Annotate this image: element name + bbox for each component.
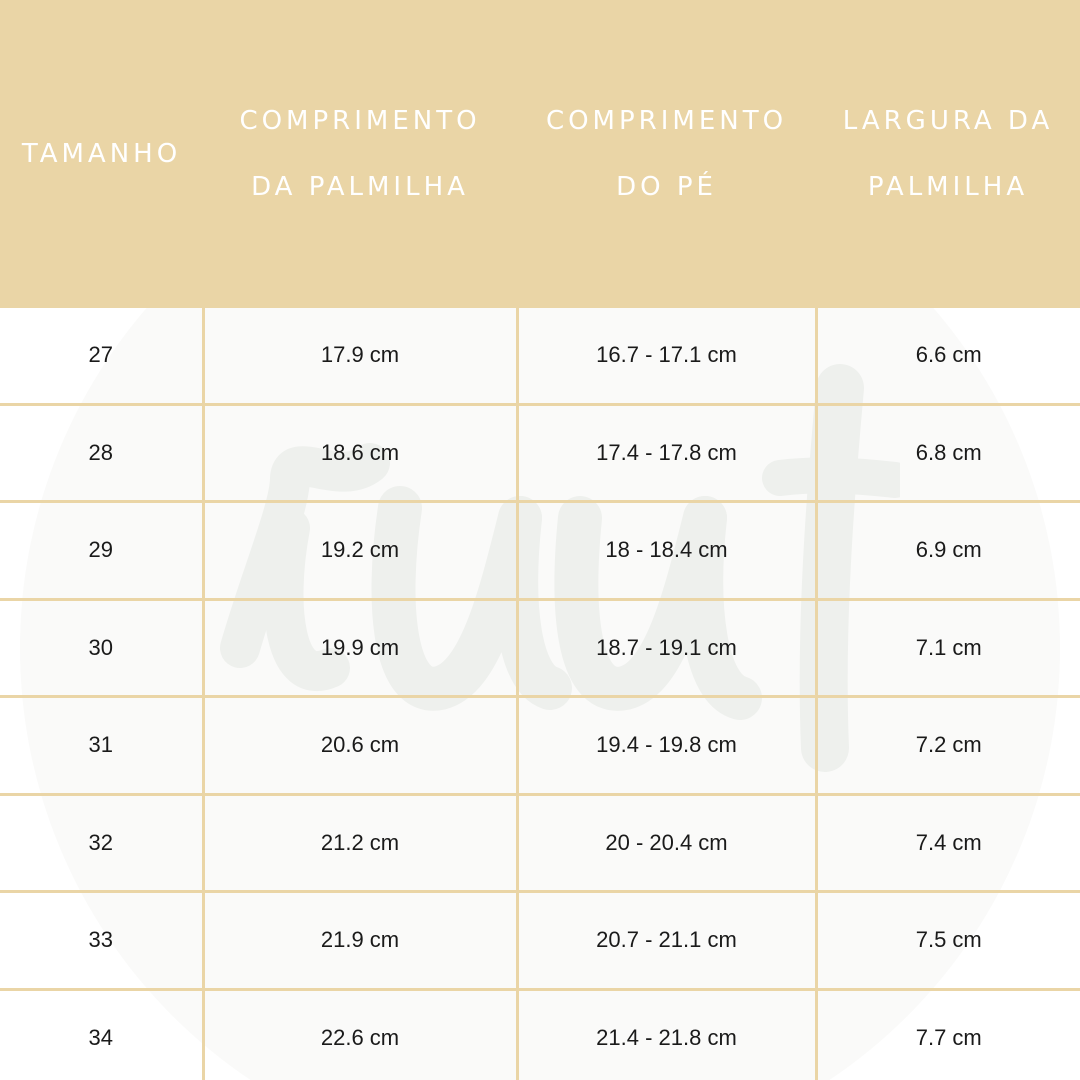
size-cell: 29 xyxy=(0,502,203,600)
insole-length-cell: 17.9 cm xyxy=(203,308,517,404)
header-line: DO PÉ xyxy=(616,172,717,202)
size-cell: 32 xyxy=(0,794,203,892)
insole-length-cell: 19.2 cm xyxy=(203,502,517,600)
insole-width-cell: 6.8 cm xyxy=(816,404,1080,502)
table-row xyxy=(0,404,1080,502)
insole-width-cell: 7.7 cm xyxy=(816,989,1080,1080)
header-line: TAMANHO xyxy=(21,139,182,169)
foot-length-cell: 17.4 - 17.8 cm xyxy=(517,404,816,502)
foot-length-cell: 18.7 - 19.1 cm xyxy=(517,599,816,697)
header-line: DA PALMILHA xyxy=(251,172,469,202)
size-cell: 30 xyxy=(0,599,203,697)
header-comprimento-palmilha xyxy=(203,0,517,308)
foot-length-cell: 21.4 - 21.8 cm xyxy=(517,989,816,1080)
foot-length-cell: 19.4 - 19.8 cm xyxy=(517,697,816,795)
size-cell: 27 xyxy=(0,308,203,404)
header-line: PALMILHA xyxy=(867,172,1029,202)
header-line: COMPRIMENTO xyxy=(239,106,481,136)
insole-length-cell: 21.2 cm xyxy=(203,794,517,892)
insole-length-cell: 18.6 cm xyxy=(203,404,517,502)
foot-length-cell: 16.7 - 17.1 cm xyxy=(517,308,816,404)
insole-width-cell: 6.6 cm xyxy=(816,308,1080,404)
table-row xyxy=(0,989,1080,1080)
header-tamanho xyxy=(0,0,203,308)
foot-length-cell: 20 - 20.4 cm xyxy=(517,794,816,892)
table-body-area xyxy=(0,308,1080,1080)
insole-length-cell: 21.9 cm xyxy=(203,892,517,990)
table-row xyxy=(0,892,1080,990)
insole-width-cell: 7.1 cm xyxy=(816,599,1080,697)
insole-length-cell: 19.9 cm xyxy=(203,599,517,697)
foot-length-cell: 18 - 18.4 cm xyxy=(517,502,816,600)
size-cell: 28 xyxy=(0,404,203,502)
size-cell: 34 xyxy=(0,989,203,1080)
table-row xyxy=(0,502,1080,600)
size-table xyxy=(0,308,1080,1080)
header-line: LARGURA DA xyxy=(842,106,1054,136)
foot-length-cell: 20.7 - 21.1 cm xyxy=(517,892,816,990)
table-row xyxy=(0,697,1080,795)
insole-width-cell: 7.2 cm xyxy=(816,697,1080,795)
size-cell: 33 xyxy=(0,892,203,990)
size-cell: 31 xyxy=(0,697,203,795)
header-largura-palmilha xyxy=(816,0,1080,308)
table-header xyxy=(0,0,1080,308)
table-row xyxy=(0,794,1080,892)
insole-length-cell: 22.6 cm xyxy=(203,989,517,1080)
header-line: COMPRIMENTO xyxy=(545,106,788,136)
table-row xyxy=(0,308,1080,404)
table-row xyxy=(0,599,1080,697)
insole-width-cell: 6.9 cm xyxy=(816,502,1080,600)
header-comprimento-pe xyxy=(517,0,816,308)
insole-width-cell: 7.4 cm xyxy=(816,794,1080,892)
insole-length-cell: 20.6 cm xyxy=(203,697,517,795)
insole-width-cell: 7.5 cm xyxy=(816,892,1080,990)
